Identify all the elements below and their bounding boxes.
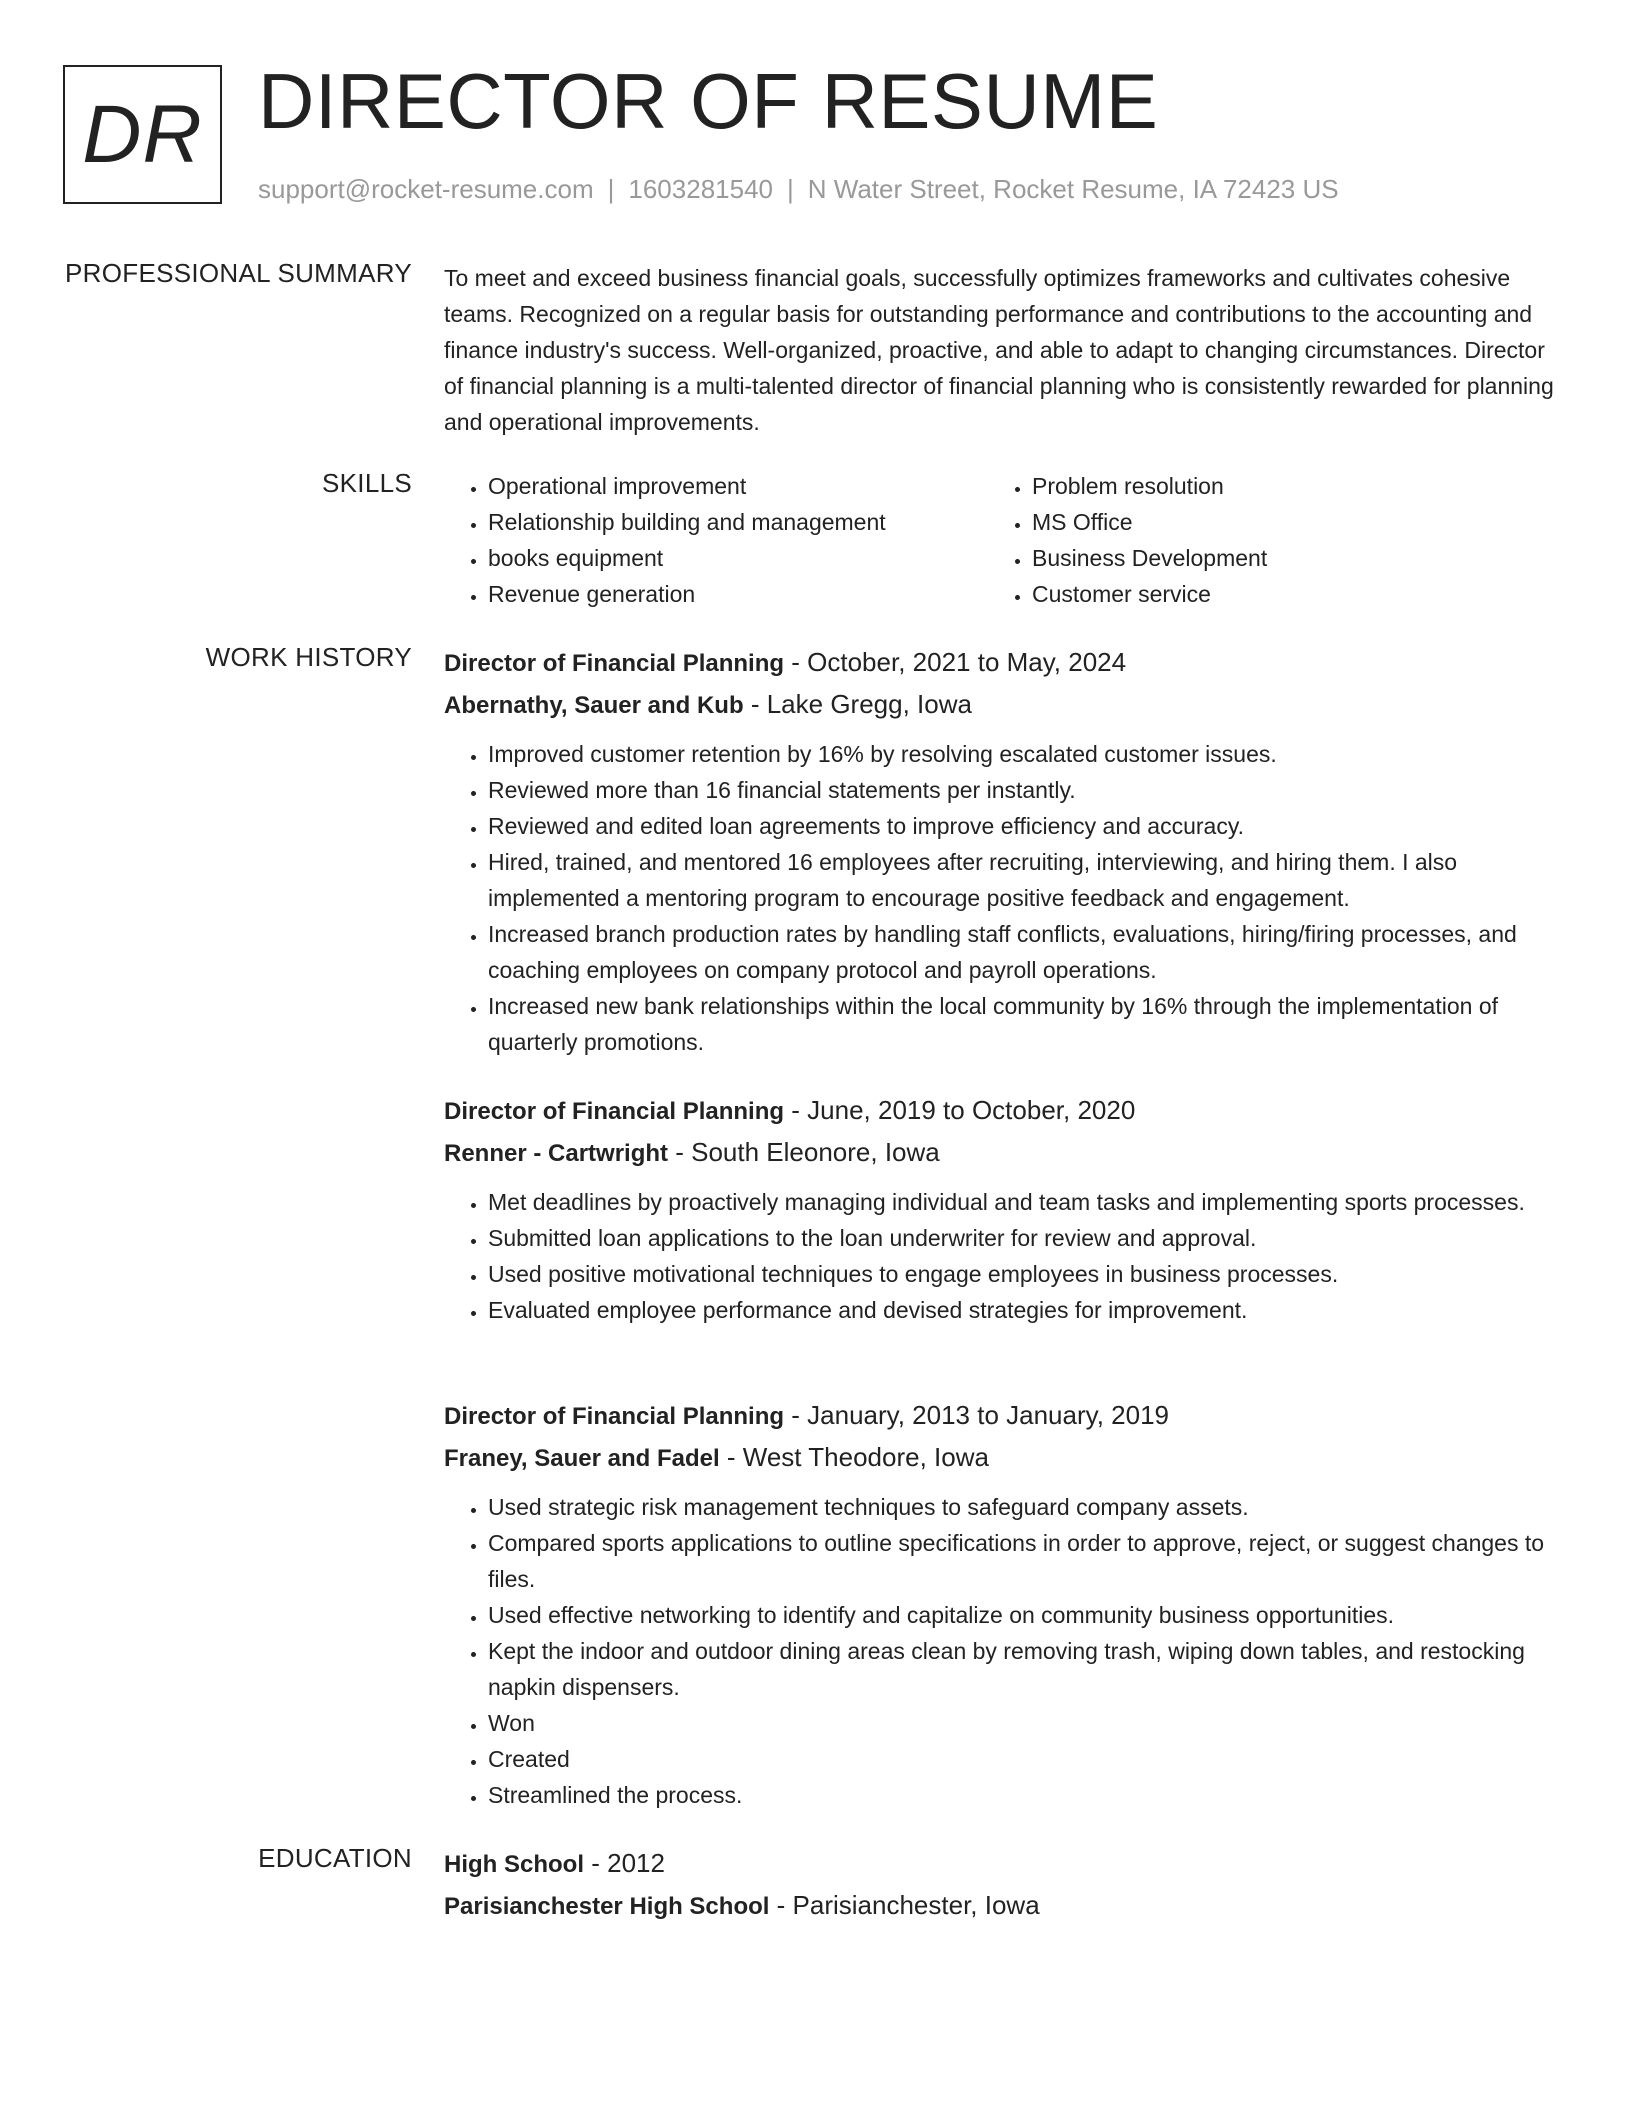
job-dates: - January, 2013 to January, 2019	[784, 1400, 1169, 1430]
job-entry	[444, 1395, 1556, 1813]
job-title: Director of Financial Planning	[444, 1403, 785, 1430]
job-title-line	[444, 1395, 1556, 1437]
education-school: Parisianchester High School	[444, 1893, 770, 1920]
education-school-line	[444, 1885, 1556, 1927]
job-entry	[444, 1090, 1556, 1328]
job-bullet: • Submitted loan applications to the loan underwriter for review and approval.	[488, 1220, 1556, 1256]
education-degree: High School	[444, 1851, 584, 1878]
job-bullet: • Used effective networking to identify and capitalize on community business opportunities.	[488, 1597, 1556, 1633]
skills-label: SKILLS	[322, 468, 412, 498]
job-location: - Lake Gregg, Iowa	[743, 689, 972, 719]
job-bullet: • Reviewed and edited loan agreements to improve efficiency and accuracy.	[488, 808, 1556, 844]
education-location: - Parisianchester, Iowa	[769, 1890, 1040, 1920]
job-bullets	[444, 1489, 1556, 1813]
job-entry	[444, 642, 1556, 1060]
work-label: WORK HISTORY	[205, 642, 412, 672]
job-bullet: • Increased new bank relationships within the local community by 16% through the implementation of quarterly promotions.	[488, 988, 1556, 1060]
skill-item: • Relationship building and management	[488, 504, 988, 540]
skills-column-right	[988, 468, 1532, 612]
contact-separator: |	[607, 174, 615, 204]
summary-label: PROFESSIONAL SUMMARY	[65, 258, 412, 288]
job-bullet: • Improved customer retention by 16% by resolving escalated customer issues.	[488, 736, 1556, 772]
education-year: - 2012	[584, 1848, 665, 1878]
contact-phone: 1603281540	[628, 174, 773, 204]
skill-item: • Customer service	[1032, 576, 1532, 612]
contact-separator: |	[787, 174, 794, 204]
job-dates: - June, 2019 to October, 2020	[784, 1095, 1136, 1125]
job-bullets	[444, 736, 1556, 1060]
job-bullet: • Compared sports applications to outline specifications in order to approve, reject, or suggest changes to files.	[488, 1525, 1556, 1597]
skill-item: • Operational improvement	[488, 468, 988, 504]
job-bullet: • Increased branch production rates by handling staff conflicts, evaluations, hiring/firing processes, and coaching employees on company protocol and payroll operations.	[488, 916, 1556, 988]
skills-list	[444, 468, 1556, 612]
job-bullets	[444, 1184, 1556, 1328]
job-title-line	[444, 1090, 1556, 1132]
job-bullet: • Reviewed more than 16 financial statements per instantly.	[488, 772, 1556, 808]
skills-column-left	[444, 468, 988, 612]
job-location: - South Eleonore, Iowa	[668, 1137, 940, 1167]
job-title-line	[444, 642, 1556, 684]
job-bullet: • Kept the indoor and outdoor dining areas clean by removing trash, wiping down tables, and restocking napkin dispensers.	[488, 1633, 1556, 1705]
job-location: - West Theodore, Iowa	[719, 1442, 989, 1472]
skill-item: • Business Development	[1032, 540, 1532, 576]
skill-item: • Problem resolution	[1032, 468, 1532, 504]
job-company: Abernathy, Sauer and Kub	[444, 692, 744, 719]
job-bullet: • Hired, trained, and mentored 16 employees after recruiting, interviewing, and hiring them. I also implemented a mentoring program to encourage positive feedback and engagement.	[488, 844, 1556, 916]
job-company-line	[444, 684, 1556, 726]
job-title: Director of Financial Planning	[444, 1098, 785, 1125]
job-bullet: • Evaluated employee performance and devised strategies for improvement.	[488, 1292, 1556, 1328]
resume-name: DIRECTOR OF RESUME	[258, 57, 1159, 145]
monogram: DR	[63, 65, 222, 204]
job-company: Franey, Sauer and Fadel	[444, 1445, 720, 1472]
job-bullet: • Streamlined the process.	[488, 1777, 1556, 1813]
job-bullet: • Met deadlines by proactively managing individual and team tasks and implementing sports processes.	[488, 1184, 1556, 1220]
job-bullet: • Used positive motivational techniques to engage employees in business processes.	[488, 1256, 1556, 1292]
education-label: EDUCATION	[258, 1843, 412, 1873]
job-bullet: • Created	[488, 1741, 1556, 1777]
skill-item: • Revenue generation	[488, 576, 988, 612]
contact-line	[258, 174, 1339, 205]
summary-text: To meet and exceed business financial goals, successfully optimizes frameworks and cultivates cohesive teams. Recognized on a regular basis for outstanding performance and contributions to the accounting and finance industry's success. Well-organized, proactive, and able to adapt to changing circumstances. Director of financial planning is a multi-talented director of financial planning who is consistently rewarded for planning and operational improvements.	[444, 265, 1554, 435]
job-company: Renner - Cartwright	[444, 1140, 669, 1167]
skill-item: • MS Office	[1032, 504, 1532, 540]
contact-address: N Water Street, Rocket Resume, IA 72423 US	[807, 174, 1339, 204]
job-bullet: • Won	[488, 1705, 1556, 1741]
job-bullet: • Used strategic risk management techniques to safeguard company assets.	[488, 1489, 1556, 1525]
job-dates: - October, 2021 to May, 2024	[784, 647, 1127, 677]
contact-email: support@rocket-resume.com	[258, 174, 594, 204]
job-title: Director of Financial Planning	[444, 650, 785, 677]
job-company-line	[444, 1132, 1556, 1174]
job-company-line	[444, 1437, 1556, 1479]
skill-item: • books equipment	[488, 540, 988, 576]
education-degree-line	[444, 1843, 1556, 1885]
